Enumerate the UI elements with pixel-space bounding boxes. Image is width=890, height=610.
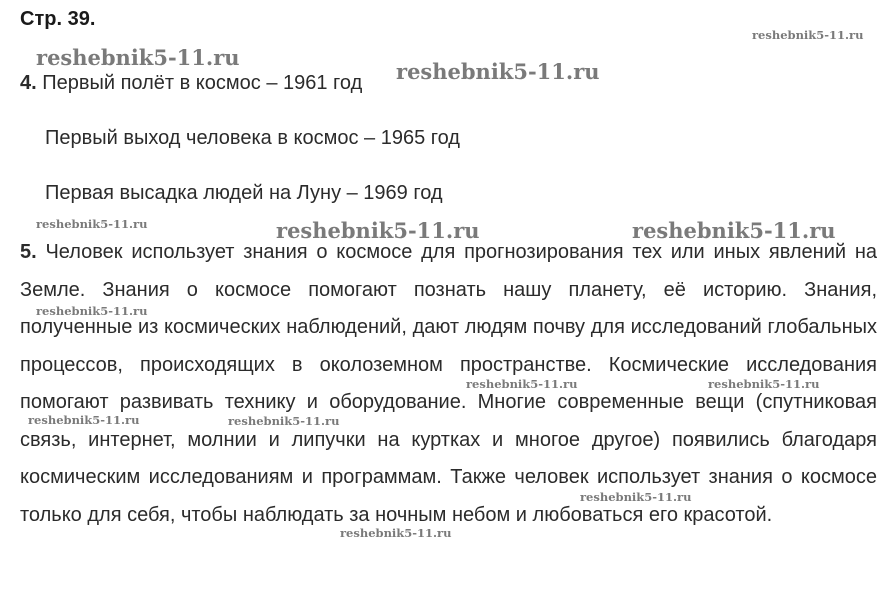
task4-line-1 [20,71,362,95]
watermark: reshebnik5-11.ru [228,414,340,428]
page-heading: Стр. 39. [20,8,96,30]
watermark: reshebnik5-11.ru [36,45,240,70]
task4-fact-first-flight: Первый полёт в космос – 1961 год [42,72,363,94]
watermark: reshebnik5-11.ru [36,217,148,231]
watermark: reshebnik5-11.ru [708,377,820,391]
watermark: reshebnik5-11.ru [36,304,148,318]
watermark: reshebnik5-11.ru [28,413,140,427]
watermark: reshebnik5-11.ru [276,218,480,243]
watermark: reshebnik5-11.ru [396,59,600,84]
watermark: reshebnik5-11.ru [466,377,578,391]
task4-fact-moon-landing: Первая высадка людей на Луну – 1969 год [45,182,443,204]
watermark: reshebnik5-11.ru [580,490,692,504]
task4-fact-first-spacewalk: Первый выход человека в космос – 1965 год [45,127,460,149]
watermark: reshebnik5-11.ru [752,28,864,42]
task4-number: 4. [20,72,37,94]
task5-text: Человек использует знания о космосе для прогнозирования тех или иных явлений на Земле. Знания о космосе помогают познать нашу планету, её историю. Знания, полученные из космических наблюдений, дают людям почву для исследований глобальных процессов, происходящих в околоземном пространстве. Космические исследования помогают развивать технику и оборудование. Многие современные вещи (спутниковая связь, интернет, молнии и липучки на куртках и многое другое) появились благодаря космическим исследованиям и программам. Также человек использует знания о космосе только для себя, чтобы наблюдать за ночным небом и любоваться его красотой. [20,241,877,526]
task5-answer [20,234,877,534]
task5-number: 5. [20,241,37,263]
watermark: reshebnik5-11.ru [632,218,836,243]
watermark: reshebnik5-11.ru [340,526,452,540]
